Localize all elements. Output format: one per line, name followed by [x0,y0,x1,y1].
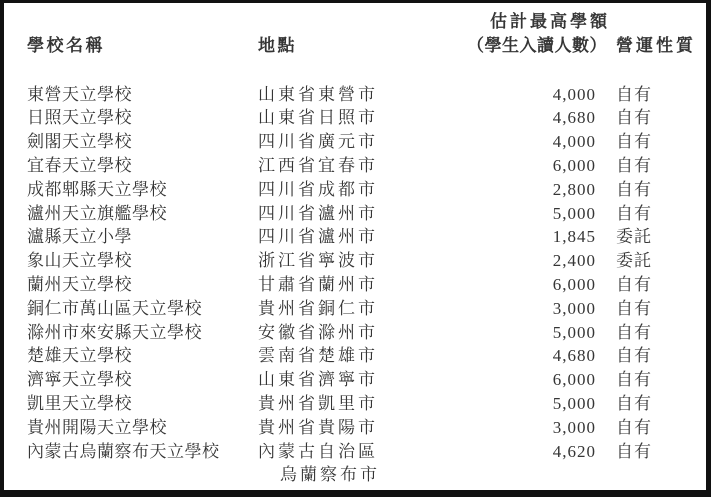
table-body [4,83,706,488]
school-name-cell: 象山天立學校 [27,251,132,271]
enrollment-cell: 5,000 [552,322,596,342]
location-line: 四川省瀘州市 [258,227,378,247]
enrollment-cell: 6,000 [552,370,596,390]
operation-cell: 自有 [616,155,652,175]
header-enrollment-line2: （學生入讀人數） [467,35,607,55]
location-line: 貴州省貴陽市 [258,417,378,437]
location-cell [258,344,428,368]
location-cell [258,202,428,226]
operation-cell: 自有 [616,322,652,342]
operation-cell: 委託 [616,227,652,247]
school-name-cell: 劍閣天立學校 [27,132,132,152]
operation-cell: 自有 [616,274,652,294]
school-name-cell: 凱里天立學校 [27,393,132,413]
table-row [4,321,706,345]
location-cell [258,368,428,392]
table-row [4,392,706,416]
school-name-cell: 內蒙古烏蘭察布天立學校 [27,441,220,461]
location-cell [258,297,428,321]
table-row [4,202,706,226]
enrollment-cell: 3,000 [552,417,596,437]
location-cell [258,83,428,107]
location-line: 烏蘭察布市 [280,465,380,485]
location-line: 貴州省凱里市 [258,393,378,413]
header-school-name: 學校名稱 [27,35,105,55]
school-name-cell: 東營天立學校 [27,84,132,104]
header-operation-nature: 營運性質 [616,35,696,55]
enrollment-cell: 4,680 [552,346,596,366]
table-row [4,249,706,273]
school-name-cell: 瀘州天立旗艦學校 [27,203,167,223]
school-name-cell: 貴州開陽天立學校 [27,417,167,437]
location-cell [258,392,428,416]
location-line: 內蒙古自治區 [258,441,378,461]
enrollment-cell: 6,000 [552,155,596,175]
enrollment-cell: 2,800 [552,179,596,199]
location-line: 浙江省寧波市 [258,251,378,271]
operation-cell: 自有 [616,393,652,413]
location-line: 山東省濟寧市 [258,370,378,390]
location-cell [258,416,428,440]
location-line: 四川省瀘州市 [258,203,378,223]
table-header-row [4,10,706,58]
operation-cell: 自有 [616,108,652,128]
operation-cell: 委託 [616,251,652,271]
operation-cell: 自有 [616,179,652,199]
operation-cell: 自有 [616,298,652,318]
table-row [4,83,706,107]
enrollment-cell: 4,680 [552,108,596,128]
table-row [4,368,706,392]
table-row [4,106,706,130]
table-row [4,416,706,440]
location-line: 貴州省銅仁市 [258,298,378,318]
table-row [4,440,706,488]
school-name-cell: 楚雄天立學校 [27,346,132,366]
school-name-cell: 宜春天立學校 [27,155,132,175]
enrollment-cell: 5,000 [552,203,596,223]
table-row [4,273,706,297]
location-line: 四川省成都市 [258,179,378,199]
enrollment-cell: 4,000 [552,84,596,104]
table-row [4,344,706,368]
operation-cell: 自有 [616,417,652,437]
table-row [4,178,706,202]
schools-table [4,3,706,487]
location-line: 甘肅省蘭州市 [258,274,378,294]
table-row [4,225,706,249]
enrollment-cell: 2,400 [552,251,596,271]
location-cell [258,130,428,154]
location-cell [258,273,428,297]
operation-cell: 自有 [616,441,652,461]
school-name-cell: 日照天立學校 [27,108,132,128]
location-line: 安徽省滁州市 [258,322,378,342]
location-line: 山東省日照市 [258,108,378,128]
school-name-cell: 濟寧天立學校 [27,370,132,390]
table-row [4,154,706,178]
school-name-cell: 蘭州天立學校 [27,274,132,294]
location-line: 山東省東營市 [258,84,378,104]
school-name-cell: 瀘縣天立小學 [27,227,132,247]
school-name-cell: 成都郫縣天立學校 [27,179,167,199]
location-cell [258,225,428,249]
enrollment-cell: 5,000 [552,393,596,413]
enrollment-cell: 1,845 [552,227,596,247]
header-location: 地點 [258,35,297,55]
table-row [4,130,706,154]
table-row [4,297,706,321]
enrollment-cell: 6,000 [552,274,596,294]
header-enrollment [428,10,610,58]
school-name-cell: 銅仁市萬山區天立學校 [27,298,202,318]
location-cell [258,178,428,202]
enrollment-cell: 3,000 [552,298,596,318]
location-cell [258,106,428,130]
operation-cell: 自有 [616,203,652,223]
operation-cell: 自有 [616,132,652,152]
operation-cell: 自有 [616,84,652,104]
location-line: 四川省廣元市 [258,132,378,152]
operation-cell: 自有 [616,346,652,366]
school-name-cell: 滁州市來安縣天立學校 [27,322,202,342]
location-line: 雲南省楚雄市 [258,346,378,366]
location-cell [258,249,428,273]
location-line: 江西省宜春市 [258,155,378,175]
location-cell [258,440,428,488]
header-enrollment-line1: 估計最高學額 [490,12,610,31]
location-cell [258,154,428,178]
enrollment-cell: 4,000 [552,132,596,152]
enrollment-cell: 4,620 [552,441,596,461]
location-cell [258,321,428,345]
operation-cell: 自有 [616,370,652,390]
